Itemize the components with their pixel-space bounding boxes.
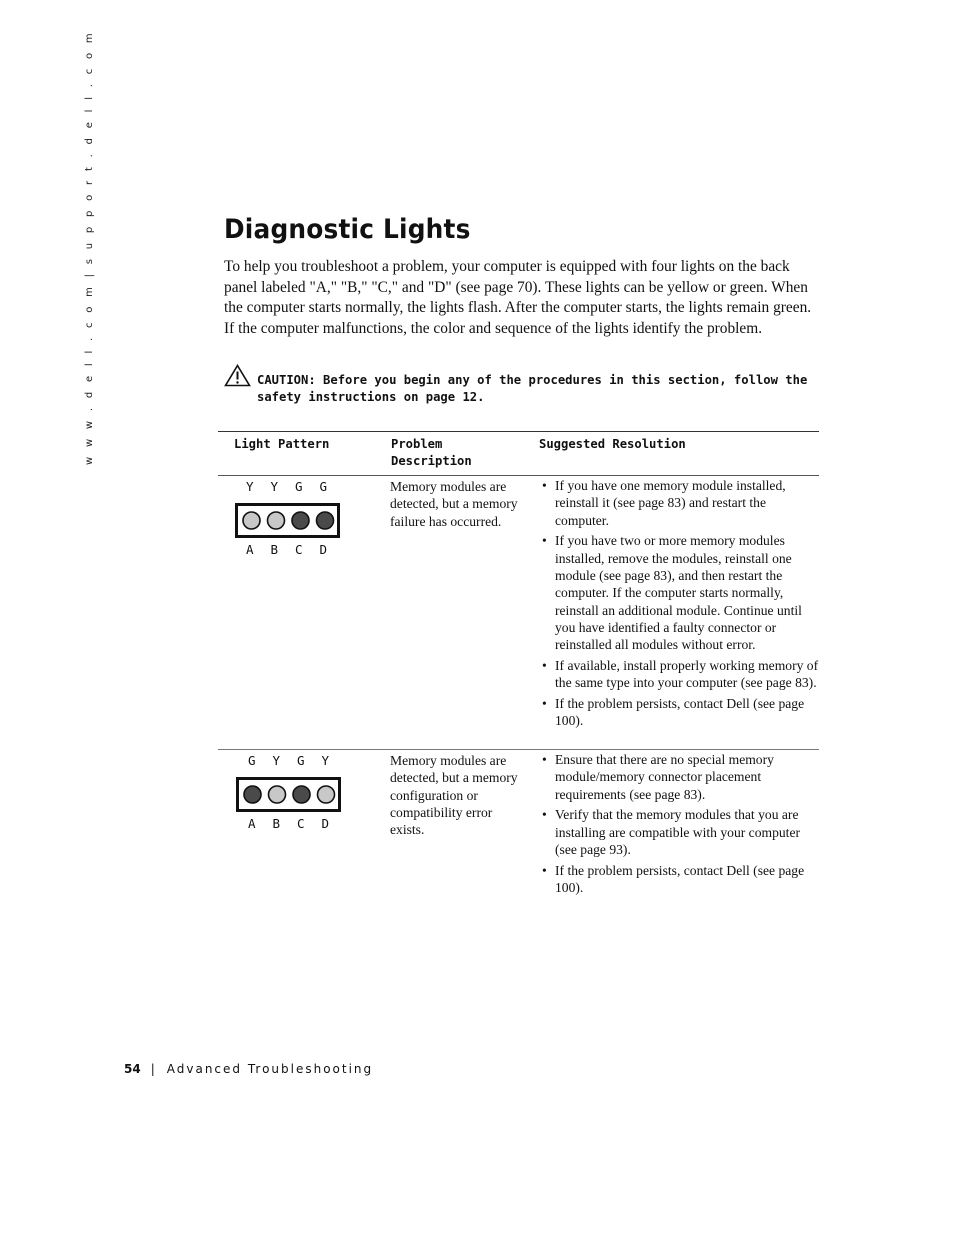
led-label: C [297, 816, 305, 831]
led-light [292, 512, 309, 529]
led-light [318, 786, 335, 803]
resolution-item: • If you have two or more memory modules installed, remove the modules, reinstall one module (see page 83), and then restart the computer. If the computer starts normally, reinstall an additional module. Continue until you have identified a faulty connector or reinstalled all modules without error. [539, 532, 819, 653]
led-color-letter: Y [321, 753, 330, 768]
resolution-item: • If the problem persists, contact Dell (see page 100). [539, 862, 819, 897]
led-light [268, 512, 285, 529]
led-position-letters [248, 816, 346, 831]
page-number: 54 [124, 1062, 141, 1076]
header-light-pattern: Light Pattern [234, 437, 330, 451]
led-label: D [319, 542, 328, 557]
led-light [293, 786, 310, 803]
resolution-cell [539, 476, 819, 739]
led-color-letter: G [297, 753, 305, 768]
led-color-letters [248, 753, 346, 768]
problem-description: Memory modules are detected, but a memory configuration or compatibility error exists. [390, 753, 518, 838]
resolution-item: • If the problem persists, contact Dell (see page 100). [539, 695, 819, 730]
led-label: A [246, 542, 254, 557]
led-color-letter: Y [270, 479, 279, 494]
led-light [269, 786, 286, 803]
problem-description: Memory modules are detected, but a memory failure has occurred. [390, 479, 518, 529]
header-resolution: Suggested Resolution [539, 437, 686, 451]
led-label: D [321, 816, 330, 831]
caution-text: CAUTION: Before you begin any of the procedures in this section, follow the safety instructions on page 12. [257, 373, 808, 404]
page-title: Diagnostic Lights [224, 214, 471, 245]
page-footer [124, 1062, 373, 1076]
table-row [218, 750, 819, 906]
diagnostic-table [218, 431, 819, 906]
intro-paragraph: To help you troubleshoot a problem, your computer is equipped with four lights on the back panel labeled "A," "B," "C," and "D" (see page 70). These lights can be yellow or green. When the computer starts normally, the lights flash. After the computer starts, the lights remain green. If the computer malfunctions, the color and sequence of the lights identify the problem. [224, 258, 812, 337]
resolution-item: • Verify that the memory modules that you are installing are compatible with your computer (see page 93). [539, 806, 819, 858]
footer-separator: | [150, 1062, 155, 1076]
led-label: B [272, 816, 281, 831]
resolution-item: • If available, install properly working memory of the same type into your computer (see page 83). [539, 657, 819, 692]
light-panel [236, 777, 341, 812]
led-label: B [270, 542, 279, 557]
resolution-item: • Ensure that there are no special memory module/memory connector placement requirements (see page 83). [539, 751, 819, 803]
warning-triangle-icon [224, 364, 251, 392]
led-color-letter: Y [246, 479, 254, 494]
led-color-letter: Y [272, 753, 281, 768]
table-row [218, 476, 819, 750]
resolution-item: • If you have one memory module installed, reinstall it (see page 83) and restart the computer. [539, 477, 819, 529]
led-light [317, 512, 334, 529]
led-light [243, 512, 260, 529]
section-name: Advanced Troubleshooting [166, 1062, 374, 1076]
light-panel [235, 503, 340, 538]
led-position-letters [246, 542, 344, 557]
led-color-letter: G [319, 479, 328, 494]
led-label: C [295, 542, 303, 557]
caution-note [224, 364, 824, 406]
led-color-letter: G [248, 753, 256, 768]
led-color-letters [246, 479, 344, 494]
led-label: A [248, 816, 256, 831]
light-panel-svg [238, 506, 337, 535]
led-color-letter: G [295, 479, 303, 494]
header-problem: Problem Description [391, 437, 472, 468]
side-url: w w w . d e l l . c o m | s u p p o r t . d e l l . c o m [84, 30, 95, 465]
resolution-cell [539, 750, 819, 906]
table-header [218, 432, 819, 476]
light-panel-svg [239, 780, 338, 809]
led-light [244, 786, 261, 803]
